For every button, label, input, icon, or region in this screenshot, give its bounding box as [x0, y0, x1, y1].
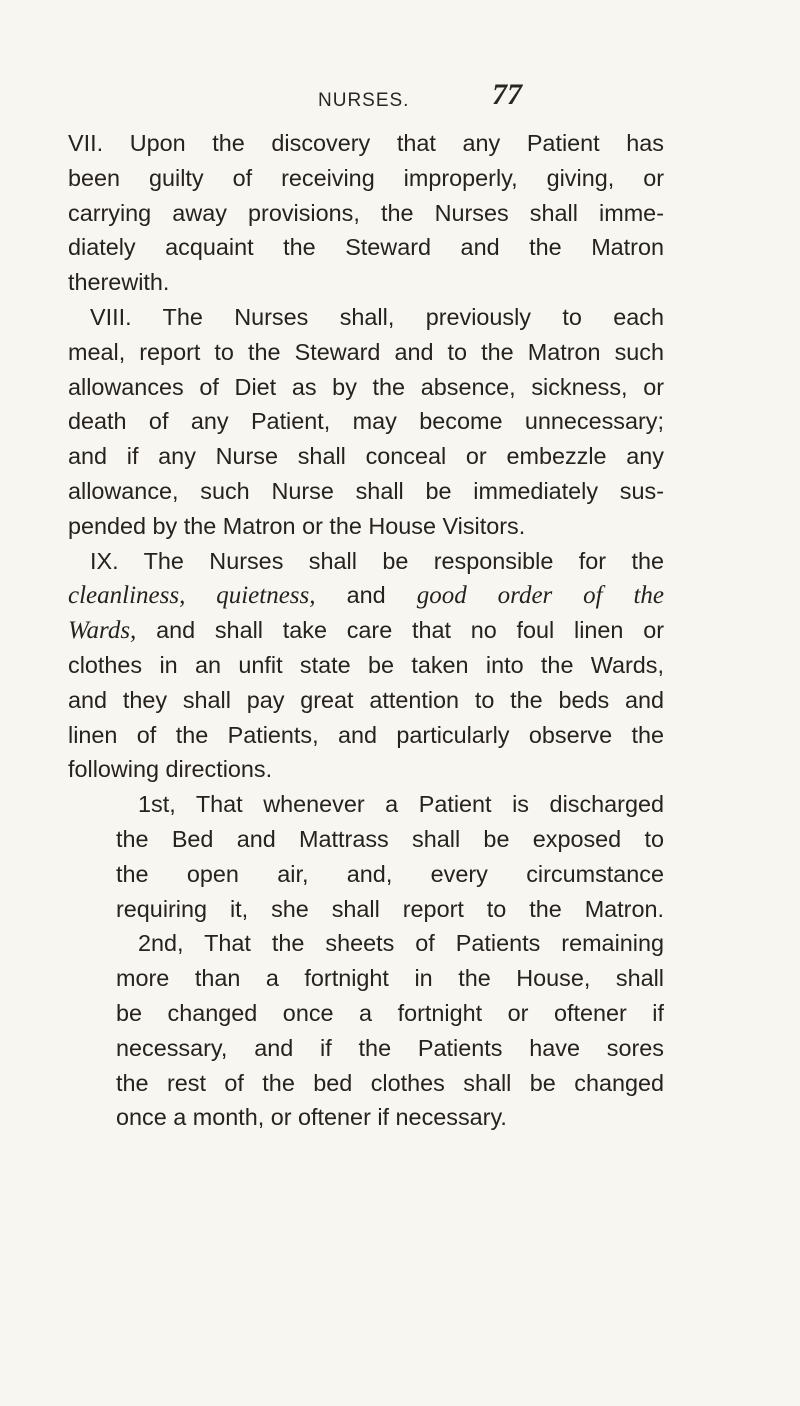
list-item-line: more than a fortnight in the House, shall — [116, 965, 664, 992]
text-line: VIII. The Nurses shall, previously to each — [90, 303, 664, 330]
text-line: VII. Upon the discovery that any Patient has — [68, 130, 664, 156]
list-item-line: once a month, or oftener if necessary. — [116, 1104, 507, 1131]
body-text — [68, 126, 664, 1135]
list-item-line: 1st, That whenever a Patient is discharged — [138, 791, 664, 818]
italic-phrase: good order of the — [416, 582, 664, 610]
text-line: been guilty of receiving improperly, giving, or — [68, 164, 664, 191]
text-line: IX. The Nurses shall be responsible for the — [90, 547, 664, 574]
text-line: carrying away provisions, the Nurses shall imme- — [68, 199, 664, 226]
text-fragment: and — [346, 582, 386, 609]
text-line: following directions. — [68, 756, 273, 783]
text-line: clothes in an unfit state be taken into the Wards, — [68, 651, 664, 678]
page-number: 77 — [492, 78, 522, 111]
text-line: and they shall pay great attention to the beds and — [68, 686, 664, 713]
text-line: linen of the Patients, and particularly observe the — [68, 721, 664, 748]
running-head-title: NURSES. — [318, 90, 410, 111]
text-line — [68, 613, 664, 648]
list-item-line: the rest of the bed clothes shall be changed — [116, 1069, 664, 1096]
italic-phrase: Wards, — [68, 617, 137, 645]
text-line: allowances of Diet as by the absence, sickness, or — [68, 373, 664, 400]
list-item-line: the open air, and, every circumstance — [116, 860, 664, 887]
text-line: death of any Patient, may become unnecessary; — [68, 408, 664, 435]
text-line: allowance, such Nurse shall be immediately sus- — [68, 477, 664, 504]
italic-phrase: cleanliness, quietness, — [68, 582, 316, 610]
text-fragment: and shall take care that no foul linen or — [156, 617, 664, 644]
text-line: therewith. — [68, 269, 170, 296]
text-line — [68, 578, 664, 613]
running-head — [0, 78, 800, 118]
list-item-line: 2nd, That the sheets of Patients remaining — [138, 930, 664, 957]
list-item-line: be changed once a fortnight or oftener if — [116, 999, 664, 1026]
list-item-line: necessary, and if the Patients have sores — [116, 1034, 664, 1061]
text-line: and if any Nurse shall conceal or embezzle any — [68, 443, 664, 470]
list-item-line: the Bed and Mattrass shall be exposed to — [116, 825, 664, 852]
text-line: meal, report to the Steward and to the Matron such — [68, 338, 664, 365]
text-line: diately acquaint the Steward and the Matron — [68, 234, 664, 261]
list-item-line: requiring it, she shall report to the Matron. — [116, 895, 664, 922]
text-line: pended by the Matron or the House Visitors. — [68, 512, 526, 539]
